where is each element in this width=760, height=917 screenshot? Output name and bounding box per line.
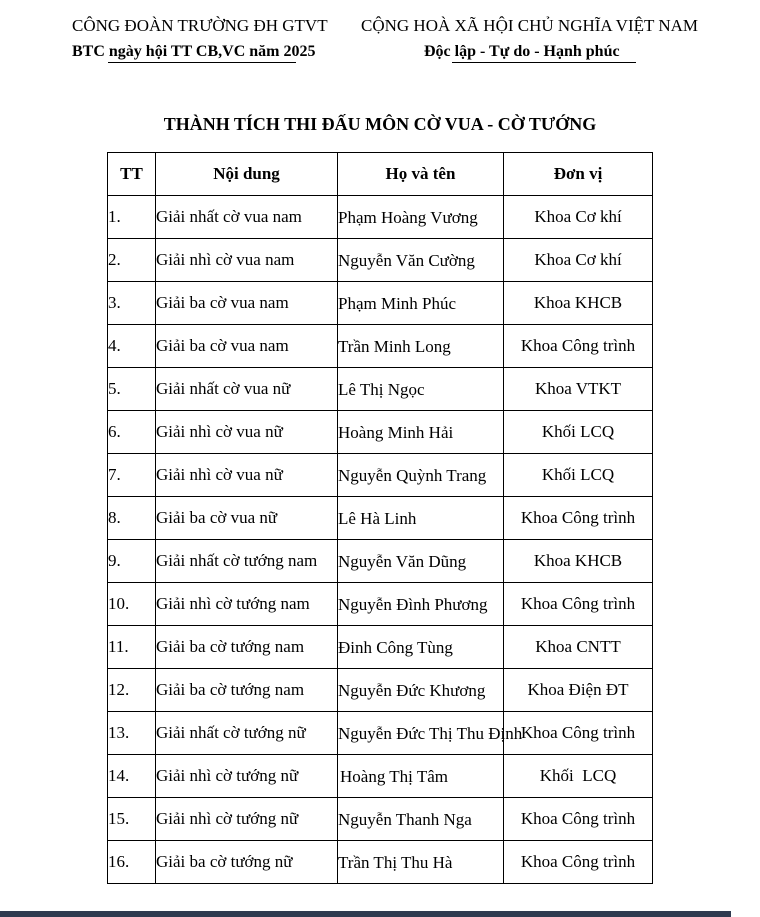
unit-name: Khoa Công trình	[504, 798, 653, 841]
table-row	[108, 497, 653, 540]
table-row	[108, 540, 653, 583]
national-title: CỘNG HOÀ XÃ HỘI CHỦ NGHĨA VIỆT NAM	[361, 16, 699, 35]
award-content: Giải ba cờ tướng nam	[156, 669, 338, 712]
unit-name: Khoa Công trình	[504, 712, 653, 755]
table-row	[108, 196, 653, 239]
row-number: 9.	[108, 540, 156, 583]
participant-name: Nguyễn Thanh Nga	[338, 798, 504, 841]
award-content: Giải nhất cờ vua nữ	[156, 368, 338, 411]
row-number: 3.	[108, 282, 156, 325]
unit-name: Khoa Công trình	[504, 325, 653, 368]
unit-name: Khoa VTKT	[504, 368, 653, 411]
award-content: Giải ba cờ tướng nam	[156, 626, 338, 669]
unit-name: Khoa Công trình	[504, 497, 653, 540]
table-row	[108, 239, 653, 282]
column-header-ho-ten: Họ và tên	[338, 153, 504, 196]
participant-name: Nguyễn Đình Phương	[338, 583, 504, 626]
participant-name: Trần Thị Thu Hà	[338, 841, 504, 884]
participant-name: Nguyễn Quỳnh Trang	[338, 454, 504, 497]
table-row	[108, 368, 653, 411]
award-content: Giải nhì cờ vua nữ	[156, 411, 338, 454]
unit-name: Khoa Công trình	[504, 841, 653, 884]
column-header-noi-dung: Nội dung	[156, 153, 338, 196]
row-number: 1.	[108, 196, 156, 239]
table-row	[108, 755, 653, 798]
award-content: Giải nhì cờ tướng nữ	[156, 798, 338, 841]
table-row	[108, 626, 653, 669]
table-row	[108, 583, 653, 626]
award-content: Giải nhì cờ vua nam	[156, 239, 338, 282]
participant-name: Nguyễn Văn Cường	[338, 239, 504, 282]
table-row	[108, 841, 653, 884]
table-header-row	[108, 153, 653, 196]
row-number: 13.	[108, 712, 156, 755]
award-content: Giải ba cờ vua nam	[156, 282, 338, 325]
unit-name: Khoa KHCB	[504, 282, 653, 325]
unit-name: Khoa KHCB	[504, 540, 653, 583]
table-row	[108, 325, 653, 368]
motto-underline	[452, 62, 636, 63]
award-content: Giải nhì cờ vua nữ	[156, 454, 338, 497]
participant-name: Lê Thị Ngọc	[338, 368, 504, 411]
table-row	[108, 282, 653, 325]
row-number: 15.	[108, 798, 156, 841]
participant-name: Lê Hà Linh	[338, 497, 504, 540]
participant-name: Trần Minh Long	[338, 325, 504, 368]
unit-name: Khối LCQ	[504, 454, 653, 497]
column-header-tt: TT	[108, 153, 156, 196]
unit-name: Khoa Công trình	[504, 583, 653, 626]
row-number: 6.	[108, 411, 156, 454]
award-content: Giải ba cờ vua nữ	[156, 497, 338, 540]
row-number: 11.	[108, 626, 156, 669]
page-bottom-border	[0, 911, 731, 917]
organization-underline	[108, 62, 296, 63]
unit-name: Khối LCQ	[504, 755, 653, 798]
award-content: Giải nhất cờ tướng nữ	[156, 712, 338, 755]
national-motto: Độc lập - Tự do - Hạnh phúc	[424, 43, 620, 60]
participant-name: Hoàng Thị Tâm	[338, 755, 504, 798]
table-row	[108, 798, 653, 841]
row-number: 12.	[108, 669, 156, 712]
row-number: 10.	[108, 583, 156, 626]
participant-name: Phạm Hoàng Vương	[338, 196, 504, 239]
unit-name: Khoa Cơ khí	[504, 196, 653, 239]
participant-name: Nguyễn Văn Dũng	[338, 540, 504, 583]
table-row	[108, 712, 653, 755]
award-content: Giải nhất cờ vua nam	[156, 196, 338, 239]
unit-name: Khoa Điện ĐT	[504, 669, 653, 712]
row-number: 7.	[108, 454, 156, 497]
participant-name: Hoàng Minh Hải	[338, 411, 504, 454]
award-content: Giải ba cờ vua nam	[156, 325, 338, 368]
row-number: 2.	[108, 239, 156, 282]
results-table	[107, 152, 653, 884]
unit-name: Khoa CNTT	[504, 626, 653, 669]
unit-name: Khoa Cơ khí	[504, 239, 653, 282]
participant-name: Nguyễn Đức Thị Thu Định	[338, 712, 504, 755]
unit-name: Khối LCQ	[504, 411, 653, 454]
row-number: 4.	[108, 325, 156, 368]
award-content: Giải nhất cờ tướng nam	[156, 540, 338, 583]
row-number: 5.	[108, 368, 156, 411]
award-content: Giải nhì cờ tướng nam	[156, 583, 338, 626]
table-row	[108, 669, 653, 712]
table-row	[108, 454, 653, 497]
table-row	[108, 411, 653, 454]
participant-name: Đinh Công Tùng	[338, 626, 504, 669]
column-header-don-vi: Đơn vị	[504, 153, 653, 196]
row-number: 14.	[108, 755, 156, 798]
document-title: THÀNH TÍCH THI ĐẤU MÔN CỜ VUA - CỜ TƯỚNG	[163, 114, 597, 134]
participant-name: Phạm Minh Phúc	[338, 282, 504, 325]
participant-name: Nguyễn Đức Khương	[338, 669, 504, 712]
row-number: 16.	[108, 841, 156, 884]
row-number: 8.	[108, 497, 156, 540]
award-content: Giải nhì cờ tướng nữ	[156, 755, 338, 798]
award-content: Giải ba cờ tướng nữ	[156, 841, 338, 884]
organizing-committee: BTC ngày hội TT CB,VC năm 2025	[72, 43, 316, 60]
organization-name: CÔNG ĐOÀN TRƯỜNG ĐH GTVT	[72, 16, 328, 35]
